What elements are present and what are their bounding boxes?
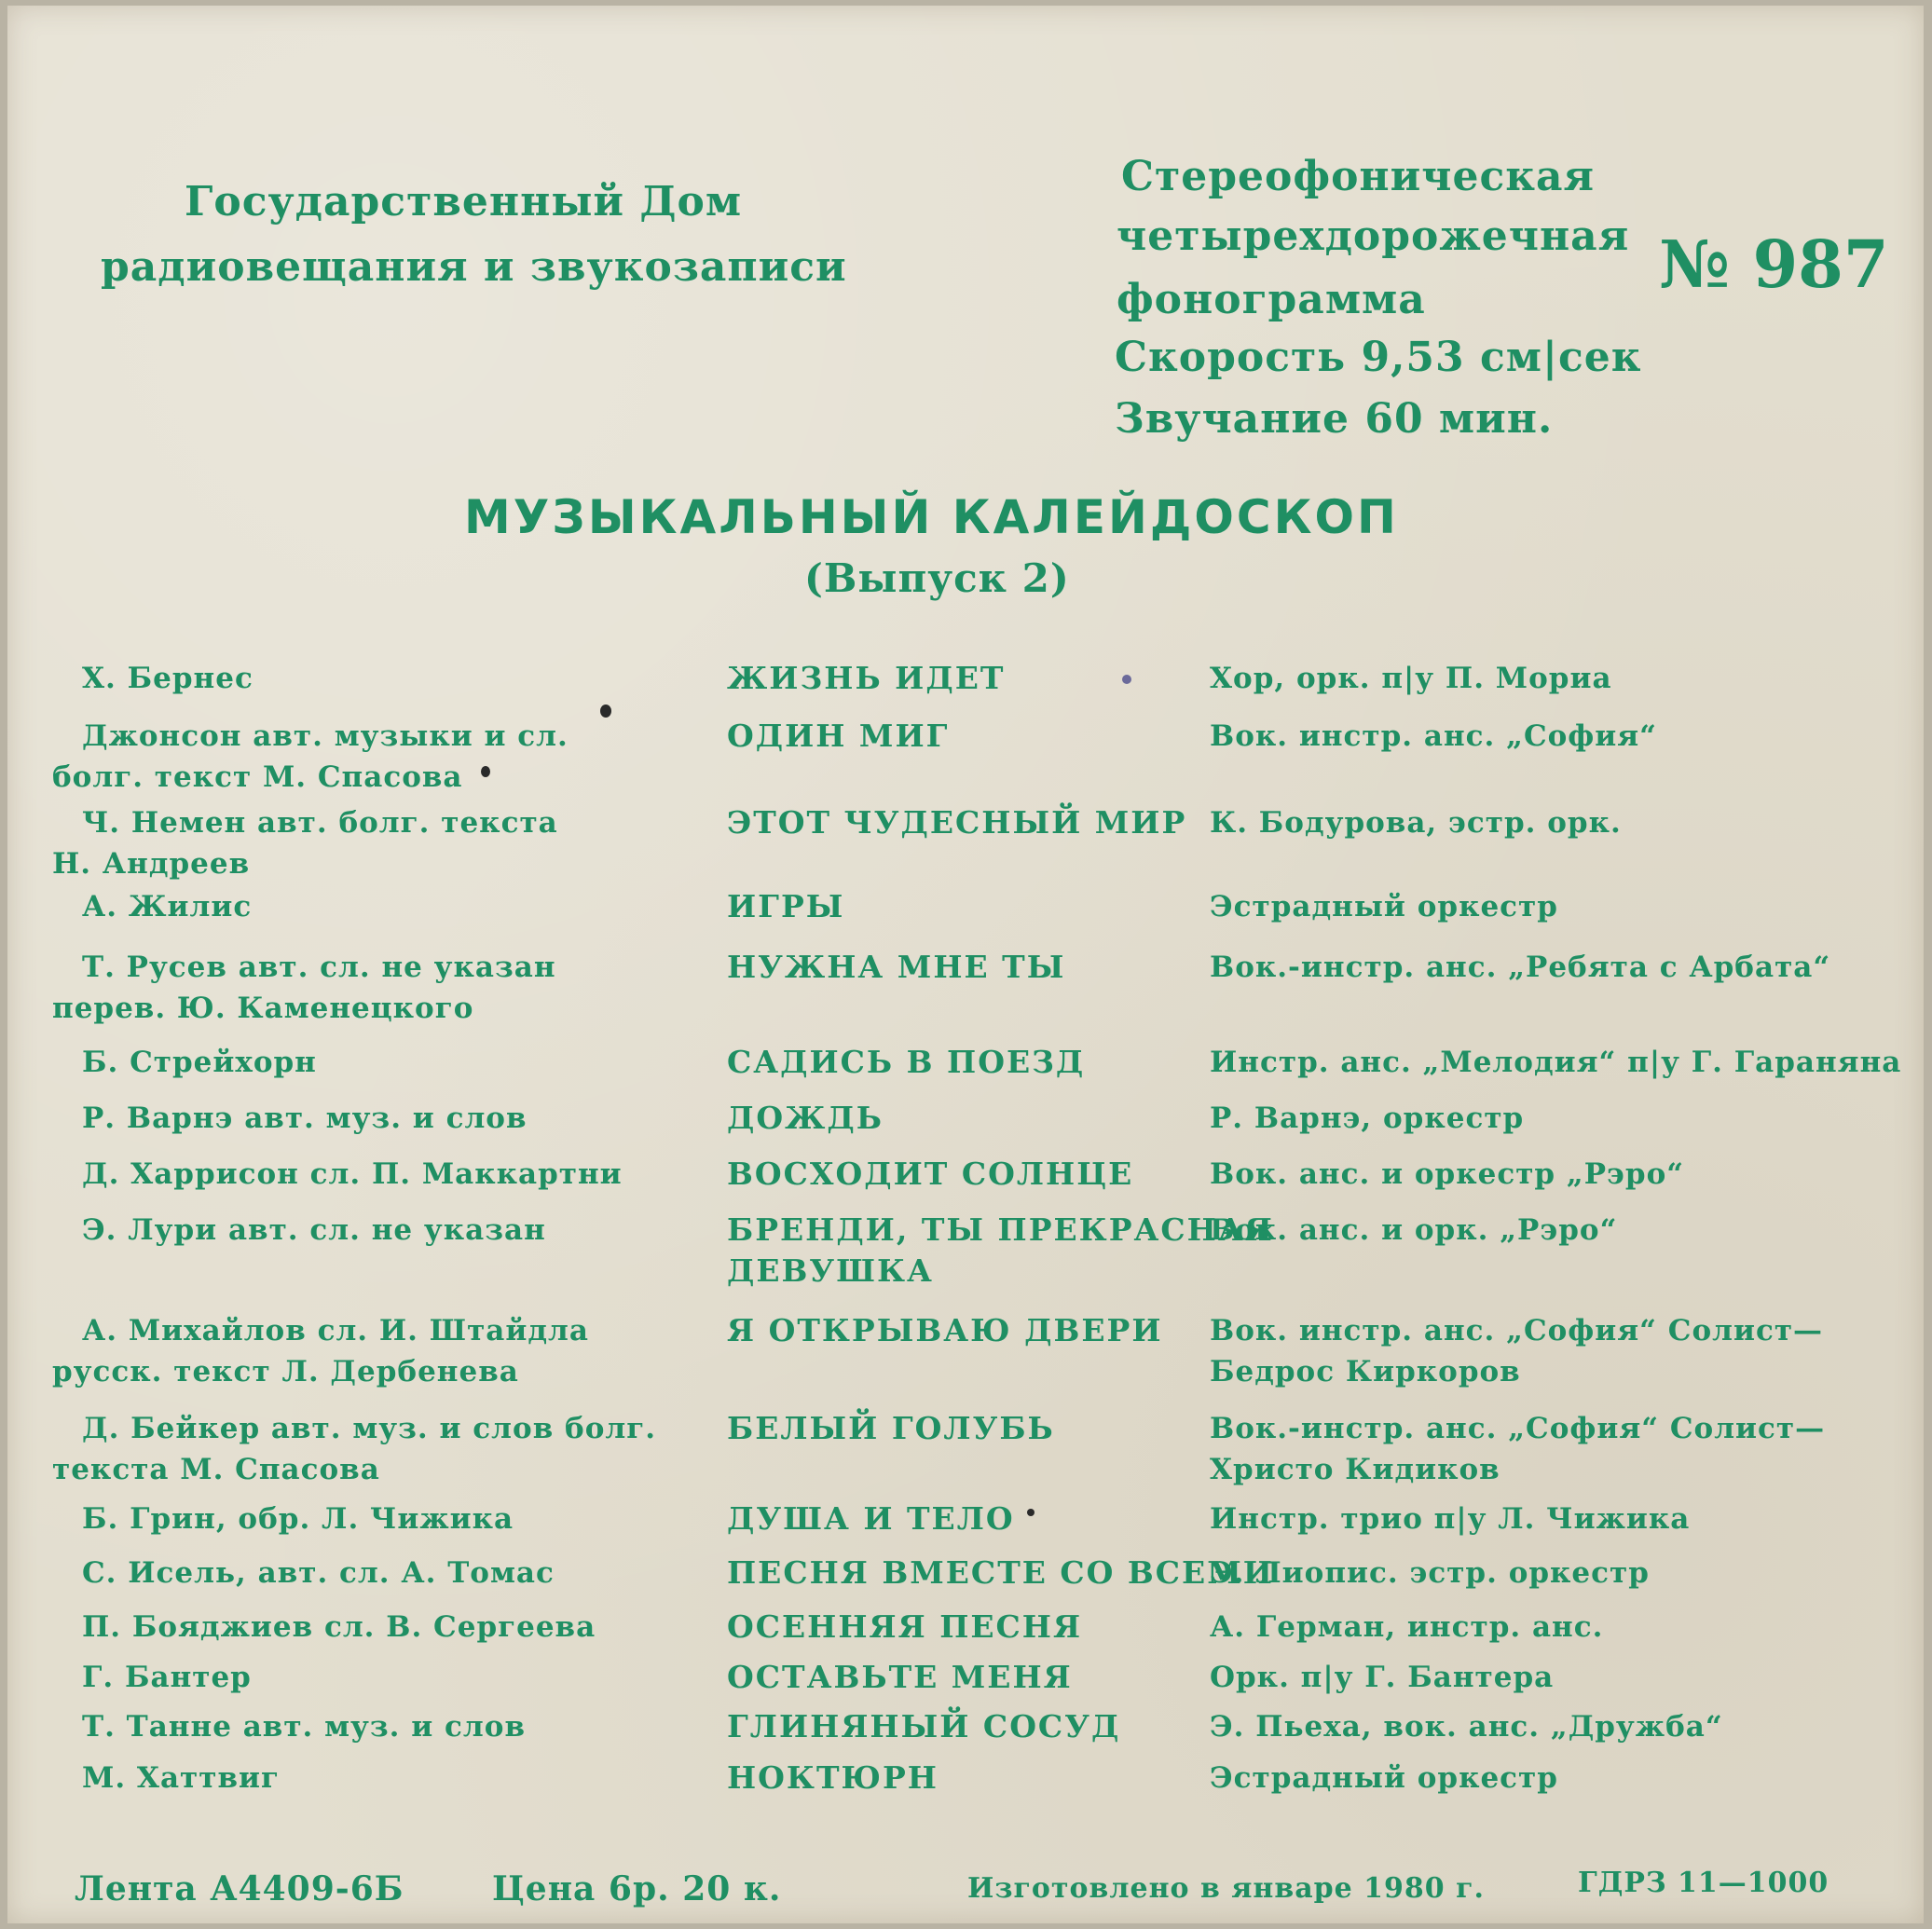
track-composer: Т. Русев авт. сл. не указан (82, 951, 556, 984)
track-title-line-2: ДЕВУШКА (727, 1252, 934, 1289)
catalog-number: № 987 (1659, 226, 1889, 303)
spec-four-track: четырехдорожечная (1117, 212, 1630, 260)
track-title: БЕЛЫЙ ГОЛУБЬ (727, 1410, 1055, 1446)
track-composer-line-2: болг. текст М. Спасова (52, 760, 463, 794)
track-composer: А. Михайлов сл. И. Штайдла (82, 1314, 589, 1348)
ink-spot (481, 766, 490, 777)
track-performer-line-2: Бедрос Киркоров (1210, 1355, 1521, 1389)
track-performer: Вок. анс. и орк. „Рэро“ (1210, 1213, 1618, 1247)
track-performer: Вок.-инстр. анс. „София“ Солист— (1210, 1412, 1826, 1445)
ink-spot (600, 705, 611, 718)
spec-stereo: Стереофоническая (1121, 153, 1596, 200)
track-title: ГЛИНЯНЫЙ СОСУД (727, 1708, 1121, 1744)
track-composer: П. Бояджиев сл. В. Сергеева (82, 1610, 596, 1644)
track-title: САДИСЬ В ПОЕЗД (727, 1044, 1086, 1080)
track-performer: Вок. инстр. анс. „София“ (1210, 719, 1657, 753)
track-title: ОДИН МИГ (727, 718, 950, 754)
publisher-line-1: Государственный Дом (185, 178, 743, 226)
track-composer: А. Жилис (82, 890, 253, 923)
spec-phonogram: фонограмма (1117, 276, 1426, 323)
track-performer: А. Герман, инстр. анс. (1210, 1610, 1604, 1644)
track-performer: Р. Варнэ, оркестр (1210, 1101, 1525, 1135)
track-title: БРЕНДИ, ТЫ ПРЕКРАСНАЯ (727, 1211, 1274, 1248)
spec-speed: Скорость 9,53 см|сек (1115, 334, 1642, 381)
track-composer: Х. Бернес (82, 662, 253, 695)
track-performer: Орк. п|у Г. Бантера (1210, 1661, 1555, 1694)
track-title: ИГРЫ (727, 888, 845, 924)
track-composer-line-2: перев. Ю. Каменецкого (52, 992, 474, 1025)
ink-spot (1027, 1509, 1035, 1516)
track-performer: Вок. анс. и оркестр „Рэро“ (1210, 1157, 1685, 1191)
track-composer: Д. Харрисон сл. П. Маккартни (82, 1157, 623, 1191)
footer-tape: Лента А4409-6Б (75, 1869, 404, 1908)
track-title: НОКТЮРН (727, 1759, 939, 1796)
track-composer: С. Исель, авт. сл. А. Томас (82, 1556, 555, 1590)
track-title: ЭТОТ ЧУДЕСНЫЙ МИР (727, 804, 1187, 841)
track-performer: Э. Лиопис. эстр. оркестр (1210, 1556, 1650, 1590)
track-composer-line-2: русск. текст Л. Дербенева (52, 1355, 519, 1389)
track-title: ОСТАВЬТЕ МЕНЯ (727, 1659, 1073, 1695)
track-performer-line-2: Христо Кидиков (1210, 1453, 1500, 1486)
track-title: ОСЕННЯЯ ПЕСНЯ (727, 1608, 1083, 1645)
sleeve-back (7, 6, 1924, 1923)
track-composer: Г. Бантер (82, 1661, 252, 1694)
track-performer: Инстр. анс. „Мелодия“ п|у Г. Гараняна (1210, 1046, 1902, 1079)
footer-price: Цена 6р. 20 к. (492, 1869, 782, 1908)
track-title: ПЕСНЯ ВМЕСТЕ СО ВСЕМИ (727, 1554, 1274, 1591)
track-performer: Э. Пьеха, вок. анс. „Дружба“ (1210, 1710, 1723, 1744)
track-title: Я ОТКРЫВАЮ ДВЕРИ (727, 1312, 1163, 1348)
track-performer: Вок.-инстр. анс. „Ребята с Арбата“ (1210, 951, 1831, 984)
album-issue: (Выпуск 2) (804, 555, 1070, 601)
track-title: ВОСХОДИТ СОЛНЦЕ (727, 1156, 1134, 1192)
track-composer: Э. Лури авт. сл. не указан (82, 1213, 546, 1247)
track-composer: Д. Бейкер авт. муз. и слов болг. (82, 1412, 657, 1445)
track-composer: Ч. Немен авт. болг. текста (82, 806, 558, 840)
track-title: ЖИЗНЬ ИДЕТ (727, 660, 1006, 696)
track-performer: Эстрадный оркестр (1210, 890, 1558, 923)
spec-duration: Звучание 60 мин. (1115, 395, 1554, 443)
track-composer-line-2: текста М. Спасова (52, 1453, 380, 1486)
track-title: НУЖНА МНЕ ТЫ (727, 949, 1066, 985)
track-composer: Т. Танне авт. муз. и слов (82, 1710, 526, 1744)
album-title: МУЗЫКАЛЬНЫЙ КАЛЕЙДОСКОП (464, 490, 1399, 544)
track-performer: Хор, орк. п|у П. Мориа (1210, 662, 1612, 695)
track-composer: Б. Грин, обр. Л. Чижика (82, 1502, 514, 1536)
track-title: ДОЖДЬ (727, 1100, 884, 1136)
track-composer-line-2: Н. Андреев (52, 847, 251, 881)
track-performer: К. Бодурова, эстр. орк. (1210, 806, 1622, 840)
track-performer: Вок. инстр. анс. „София“ Солист— (1210, 1314, 1824, 1348)
footer-manufactured: Изготовлено в январе 1980 г. (967, 1872, 1485, 1905)
track-composer: Б. Стрейхорн (82, 1046, 317, 1079)
ink-spot (1122, 675, 1131, 684)
publisher-line-2: радиовещания и звукозаписи (101, 243, 847, 291)
track-title: ДУША И ТЕЛО (727, 1500, 1015, 1537)
footer-code: ГДРЗ 11—1000 (1578, 1867, 1829, 1899)
track-performer: Эстрадный оркестр (1210, 1761, 1558, 1795)
track-composer: Р. Варнэ авт. муз. и слов (82, 1101, 528, 1135)
track-performer: Инстр. трио п|у Л. Чижика (1210, 1502, 1691, 1536)
track-composer: Джонсон авт. музыки и сл. (82, 719, 569, 753)
track-composer: М. Хаттвиг (82, 1761, 280, 1795)
